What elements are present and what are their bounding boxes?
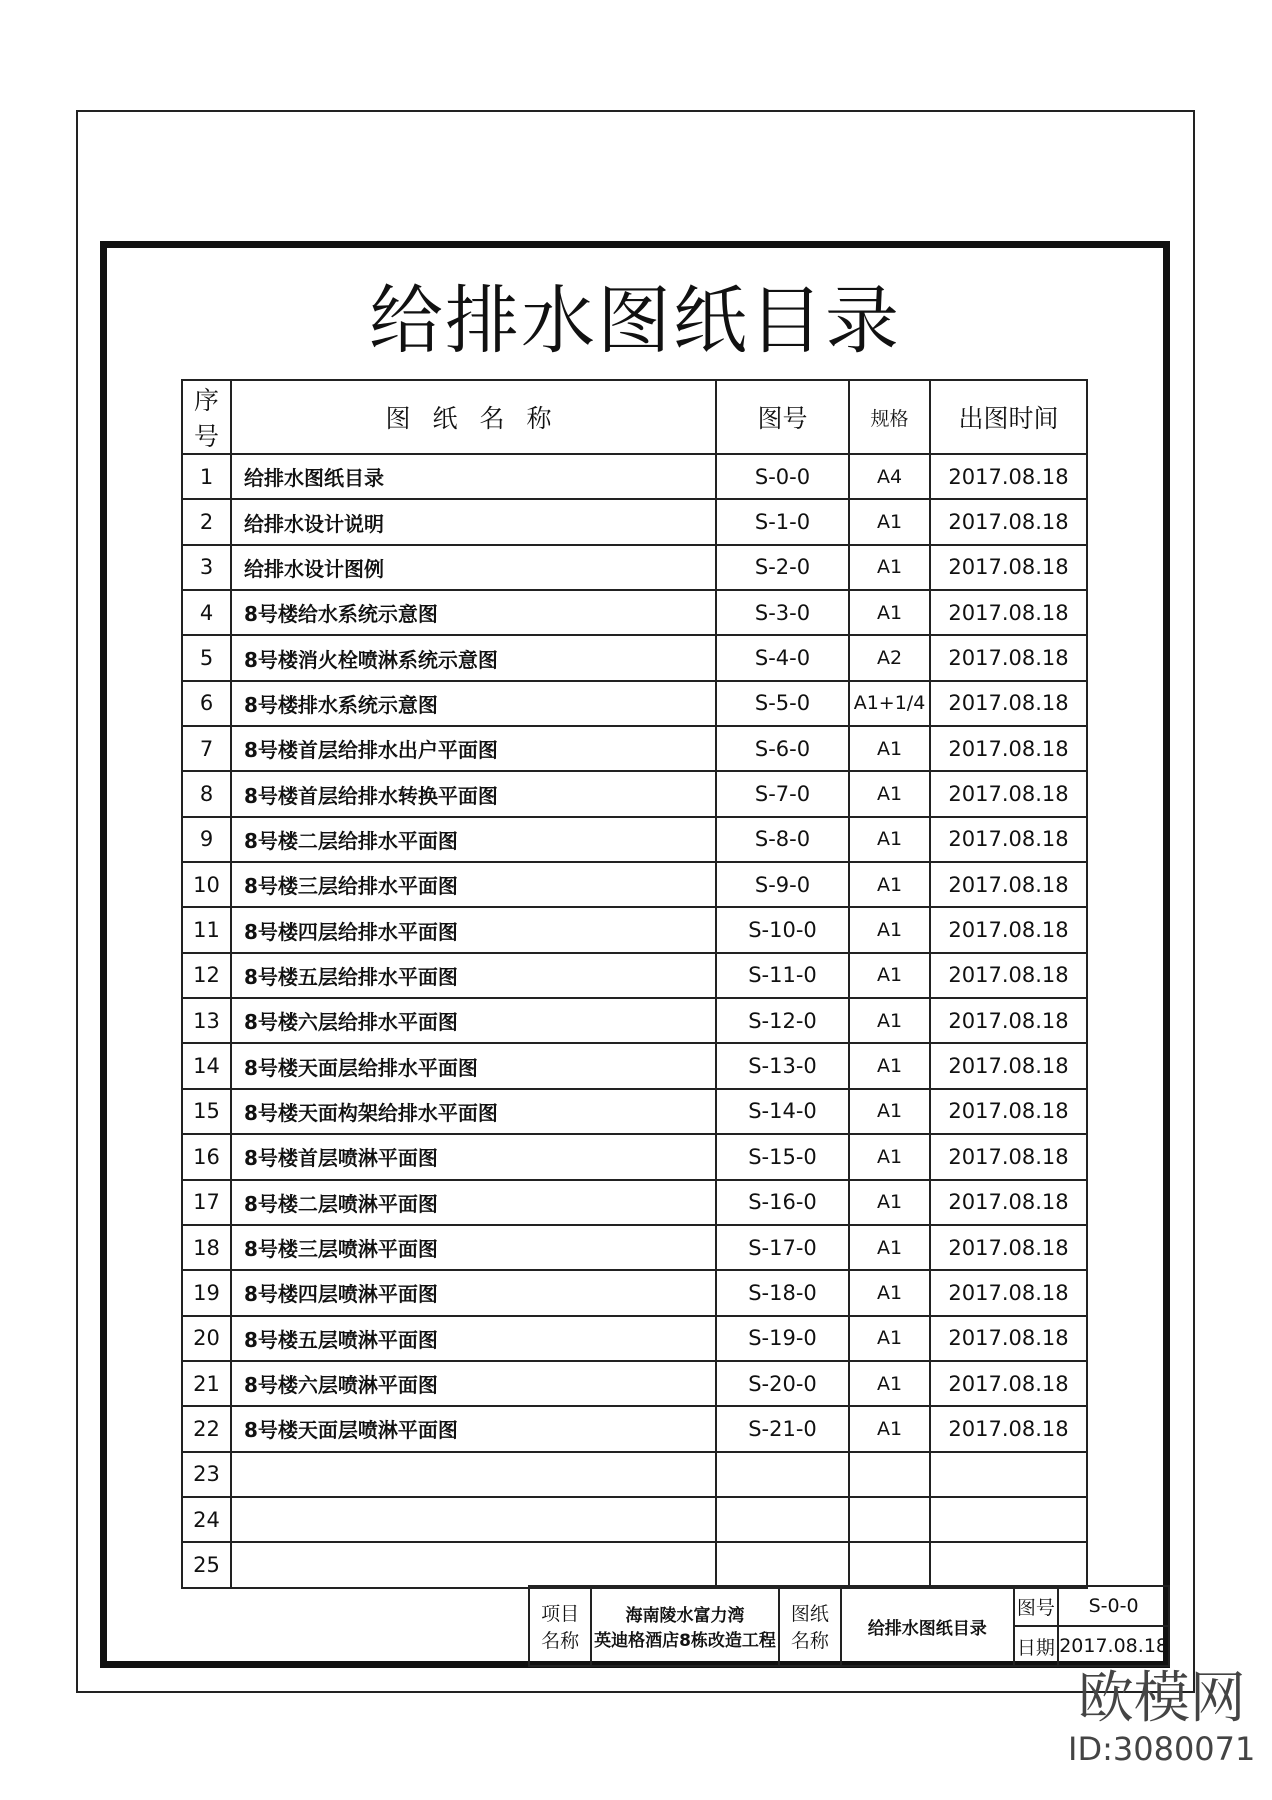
drawing-name xyxy=(231,1542,716,1587)
row-number: 13 xyxy=(182,998,231,1043)
row-number: 22 xyxy=(182,1406,231,1451)
header-no: 序号 xyxy=(182,380,231,454)
drawing-code: S-3-0 xyxy=(716,590,849,635)
row-number: 2 xyxy=(182,499,231,544)
date-value: 2017.08.18 xyxy=(1058,1626,1169,1666)
drawing-name: 8号楼五层给排水平面图 xyxy=(231,953,716,998)
drawing-code: S-1-0 xyxy=(716,499,849,544)
table-row xyxy=(182,635,1087,680)
row-number: 10 xyxy=(182,862,231,907)
row-number: 19 xyxy=(182,1270,231,1315)
row-number: 1 xyxy=(182,454,231,499)
drawing-name: 给排水设计说明 xyxy=(231,499,716,544)
issue-date: 2017.08.18 xyxy=(930,590,1087,635)
table-row xyxy=(182,1452,1087,1497)
row-number: 8 xyxy=(182,771,231,816)
drawing-code: S-16-0 xyxy=(716,1180,849,1225)
paper-size: A2 xyxy=(849,635,930,680)
row-number: 11 xyxy=(182,907,231,952)
issue-date: 2017.08.18 xyxy=(930,1316,1087,1361)
drawing-name: 给排水设计图例 xyxy=(231,545,716,590)
date-label: 日期 xyxy=(1014,1626,1059,1666)
issue-date: 2017.08.18 xyxy=(930,681,1087,726)
drawing-name: 8号楼六层给排水平面图 xyxy=(231,998,716,1043)
row-number: 15 xyxy=(182,1089,231,1134)
issue-date: 2017.08.18 xyxy=(930,953,1087,998)
table-header xyxy=(182,380,1087,454)
paper-size: A1 xyxy=(849,998,930,1043)
paper-size: A1 xyxy=(849,771,930,816)
paper-size xyxy=(849,1497,930,1542)
paper-size: A1 xyxy=(849,1089,930,1134)
issue-date: 2017.08.18 xyxy=(930,998,1087,1043)
paper-size: A4 xyxy=(849,454,930,499)
drawing-name: 8号楼首层给排水转换平面图 xyxy=(231,771,716,816)
project-label-2: 名称 xyxy=(541,1630,580,1652)
drawing-code: S-6-0 xyxy=(716,726,849,771)
paper-size: A1 xyxy=(849,953,930,998)
issue-date: 2017.08.18 xyxy=(930,1406,1087,1451)
drawing-name: 8号楼三层给排水平面图 xyxy=(231,862,716,907)
issue-date: 2017.08.18 xyxy=(930,1134,1087,1179)
code-value: S-0-0 xyxy=(1058,1586,1169,1626)
drawing-code xyxy=(716,1542,849,1587)
issue-date: 2017.08.18 xyxy=(930,545,1087,590)
issue-date: 2017.08.18 xyxy=(930,726,1087,771)
project-name-1: 海南陵水富力湾 xyxy=(625,1606,745,1626)
paper-size: A1 xyxy=(849,1270,930,1315)
drawing-name: 给排水图纸目录 xyxy=(231,454,716,499)
code-label: 图号 xyxy=(1014,1586,1059,1626)
drawing-code: S-2-0 xyxy=(716,545,849,590)
drawing-code xyxy=(716,1452,849,1497)
table-row xyxy=(182,590,1087,635)
title-block xyxy=(528,1585,1170,1667)
drawing-name: 8号楼天面层给排水平面图 xyxy=(231,1043,716,1088)
row-number: 16 xyxy=(182,1134,231,1179)
drawing-code: S-4-0 xyxy=(716,635,849,680)
project-name xyxy=(591,1586,778,1666)
drawing-name: 8号楼首层喷淋平面图 xyxy=(231,1134,716,1179)
table-row xyxy=(182,1497,1087,1542)
watermark-id: ID:3080071 xyxy=(1068,1730,1256,1768)
table-row xyxy=(182,1225,1087,1270)
row-number: 6 xyxy=(182,681,231,726)
header-name: 图纸名称 xyxy=(231,380,716,454)
drawing-name: 8号楼给水系统示意图 xyxy=(231,590,716,635)
drawing-code: S-5-0 xyxy=(716,681,849,726)
table-row xyxy=(182,907,1087,952)
table-row xyxy=(182,726,1087,771)
paper-size: A1 xyxy=(849,499,930,544)
table-row xyxy=(182,1043,1087,1088)
drawing-name: 8号楼首层给排水出户平面图 xyxy=(231,726,716,771)
drawing-code: S-21-0 xyxy=(716,1406,849,1451)
issue-date: 2017.08.18 xyxy=(930,1089,1087,1134)
issue-date: 2017.08.18 xyxy=(930,635,1087,680)
row-number: 25 xyxy=(182,1542,231,1587)
drawing-name: 8号楼三层喷淋平面图 xyxy=(231,1225,716,1270)
row-number: 3 xyxy=(182,545,231,590)
paper-size: A1 xyxy=(849,817,930,862)
row-number: 21 xyxy=(182,1361,231,1406)
paper-size: A1 xyxy=(849,1225,930,1270)
paper-size xyxy=(849,1452,930,1497)
drawing-code: S-8-0 xyxy=(716,817,849,862)
header-size: 规格 xyxy=(849,380,930,454)
row-number: 12 xyxy=(182,953,231,998)
drawing-code: S-0-0 xyxy=(716,454,849,499)
drawing-name xyxy=(231,1452,716,1497)
drawing-name: 8号楼四层给排水平面图 xyxy=(231,907,716,952)
drawing-name: 8号楼天面构架给排水平面图 xyxy=(231,1089,716,1134)
drawing-name: 8号楼二层给排水平面图 xyxy=(231,817,716,862)
issue-date: 2017.08.18 xyxy=(930,907,1087,952)
paper-size: A1 xyxy=(849,1316,930,1361)
header-date: 出图时间 xyxy=(930,380,1087,454)
drawing-label-1: 图纸 xyxy=(790,1603,829,1625)
drawing-code: S-17-0 xyxy=(716,1225,849,1270)
drawing-name: 给排水图纸目录 xyxy=(841,1586,1014,1666)
table-row xyxy=(182,1089,1087,1134)
table-row xyxy=(182,998,1087,1043)
drawing-code: S-10-0 xyxy=(716,907,849,952)
table-row xyxy=(182,499,1087,544)
issue-date: 2017.08.18 xyxy=(930,1180,1087,1225)
drawing-list-table xyxy=(181,379,1088,1589)
drawing-code: S-20-0 xyxy=(716,1361,849,1406)
issue-date: 2017.08.18 xyxy=(930,1225,1087,1270)
drawing-code: S-19-0 xyxy=(716,1316,849,1361)
table-row xyxy=(182,1406,1087,1451)
paper-size: A1 xyxy=(849,862,930,907)
row-number: 4 xyxy=(182,590,231,635)
issue-date: 2017.08.18 xyxy=(930,1270,1087,1315)
table-row xyxy=(182,817,1087,862)
table-row xyxy=(182,454,1087,499)
page-title: 给排水图纸目录 xyxy=(369,278,901,364)
row-number: 24 xyxy=(182,1497,231,1542)
table-row xyxy=(182,862,1087,907)
paper-size xyxy=(849,1542,930,1587)
table-row xyxy=(182,1316,1087,1361)
drawing-code xyxy=(716,1497,849,1542)
paper-size: A1+1/4 xyxy=(849,681,930,726)
drawing-label xyxy=(779,1586,841,1666)
table-row xyxy=(182,1180,1087,1225)
issue-date xyxy=(930,1497,1087,1542)
issue-date: 2017.08.18 xyxy=(930,1361,1087,1406)
issue-date: 2017.08.18 xyxy=(930,499,1087,544)
row-number: 18 xyxy=(182,1225,231,1270)
table-row xyxy=(182,545,1087,590)
row-number: 23 xyxy=(182,1452,231,1497)
issue-date: 2017.08.18 xyxy=(930,862,1087,907)
drawing-code: S-13-0 xyxy=(716,1043,849,1088)
issue-date: 2017.08.18 xyxy=(930,454,1087,499)
drawing-code: S-15-0 xyxy=(716,1134,849,1179)
drawing-code: S-7-0 xyxy=(716,771,849,816)
drawing-name: 8号楼二层喷淋平面图 xyxy=(231,1180,716,1225)
drawing-name: 8号楼排水系统示意图 xyxy=(231,681,716,726)
issue-date xyxy=(930,1452,1087,1497)
header-code: 图号 xyxy=(716,380,849,454)
table-row xyxy=(182,1361,1087,1406)
issue-date: 2017.08.18 xyxy=(930,771,1087,816)
table-row xyxy=(182,1270,1087,1315)
drawing-name: 8号楼四层喷淋平面图 xyxy=(231,1270,716,1315)
paper-size: A1 xyxy=(849,1406,930,1451)
project-name-2: 英迪格酒店8栋改造工程 xyxy=(594,1631,776,1651)
watermark-logo: 欧模网 xyxy=(1077,1666,1246,1731)
row-number: 20 xyxy=(182,1316,231,1361)
paper-size: A1 xyxy=(849,1361,930,1406)
drawing-code: S-9-0 xyxy=(716,862,849,907)
issue-date xyxy=(930,1542,1087,1587)
project-label xyxy=(529,1586,591,1666)
drawing-code: S-11-0 xyxy=(716,953,849,998)
drawing-name: 8号楼六层喷淋平面图 xyxy=(231,1361,716,1406)
drawing-name xyxy=(231,1497,716,1542)
paper-size: A1 xyxy=(849,545,930,590)
drawing-code: S-14-0 xyxy=(716,1089,849,1134)
row-number: 5 xyxy=(182,635,231,680)
row-number: 14 xyxy=(182,1043,231,1088)
table-row xyxy=(182,681,1087,726)
issue-date: 2017.08.18 xyxy=(930,1043,1087,1088)
table-row xyxy=(182,1134,1087,1179)
issue-date: 2017.08.18 xyxy=(930,817,1087,862)
paper-size: A1 xyxy=(849,1043,930,1088)
row-number: 9 xyxy=(182,817,231,862)
row-number: 17 xyxy=(182,1180,231,1225)
watermark xyxy=(1068,1668,1255,1768)
drawing-name: 8号楼五层喷淋平面图 xyxy=(231,1316,716,1361)
table-row xyxy=(182,1542,1087,1587)
table-row xyxy=(182,771,1087,816)
drawing-code: S-18-0 xyxy=(716,1270,849,1315)
row-number: 7 xyxy=(182,726,231,771)
paper-size: A1 xyxy=(849,1134,930,1179)
project-label-1: 项目 xyxy=(541,1603,580,1625)
table-row xyxy=(182,953,1087,998)
drawing-code: S-12-0 xyxy=(716,998,849,1043)
paper-size: A1 xyxy=(849,590,930,635)
paper-size: A1 xyxy=(849,1180,930,1225)
paper-size: A1 xyxy=(849,726,930,771)
drawing-label-2: 名称 xyxy=(790,1630,829,1652)
paper-size: A1 xyxy=(849,907,930,952)
drawing-name: 8号楼消火栓喷淋系统示意图 xyxy=(231,635,716,680)
drawing-name: 8号楼天面层喷淋平面图 xyxy=(231,1406,716,1451)
